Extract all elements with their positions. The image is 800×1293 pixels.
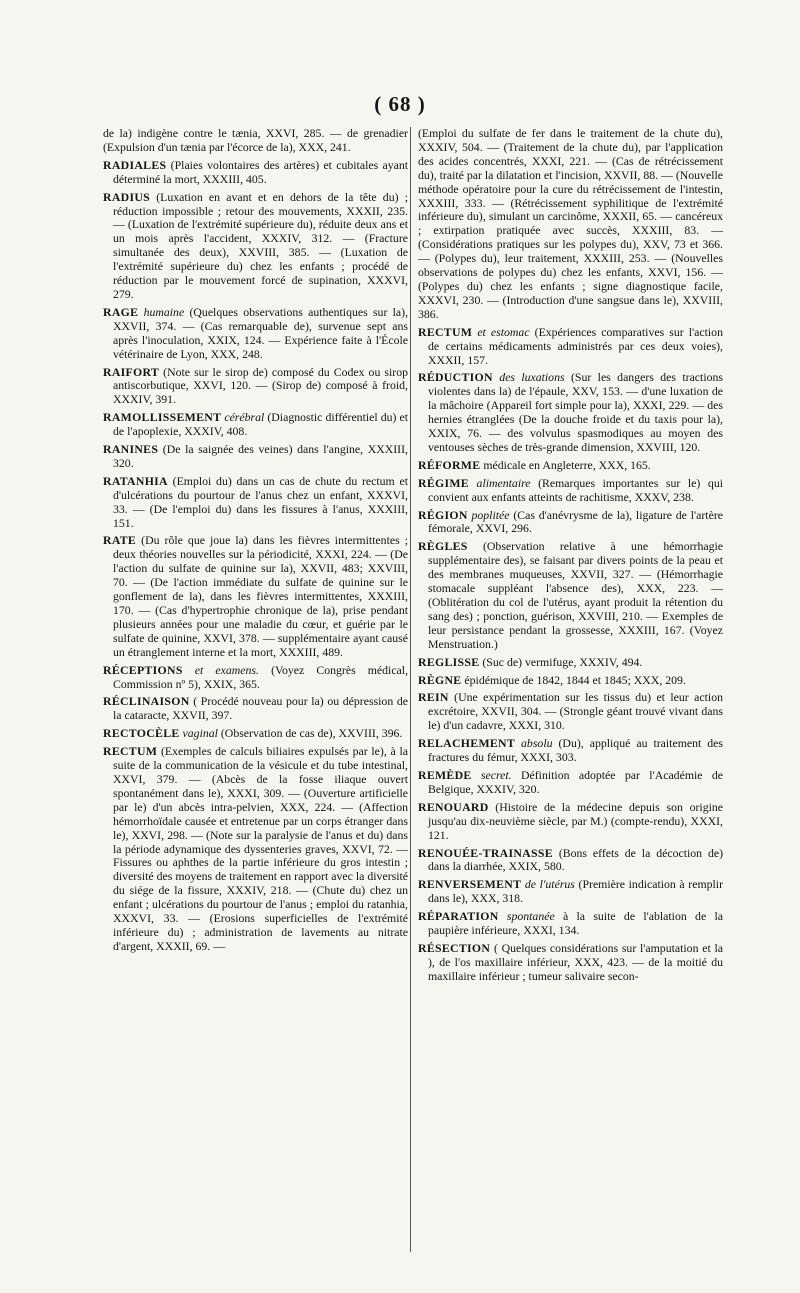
- entry-headword: REMÈDE: [418, 767, 472, 782]
- index-entry-ranines: [103, 443, 408, 471]
- entry-headword: RÉSECTION: [418, 940, 491, 955]
- entry-headword: RÉCEPTIONS: [103, 662, 183, 677]
- index-entry-renouard: [418, 801, 723, 843]
- entry-text: (Exemples de calculs biliaires expulsés par le), à la suite de la communication de la vésicule et du tube intestinal, XXVI, 379. — (Abcès de la fosse iliaque ouvert spontanément dans le), XXXI, 309. — (Ouverture artificielle par le) d'un abcès intra-pelvien, XXX, 224. — (Affection hémorrhoïdale causée et entretenue par un corps étranger dans le), XXVI, 298. — (Note sur la paralysie de l'anus et du) dans la période adynamique des dyssenteries graves, XXVI, 72. — Fissures ou aphthes de la partie inférieure du gros intestin ; diversité des moyens de traitement en rapport avec la diversité du siége de la fissure, XXXIV, 218. — (Chute du) chez un enfant ; ulcérations du pourtour de l'anus ; emploi du ratanhia, XXXVI, 33. — (Erosions superficielles de l'extrémité inférieure du) ; administration de lavements au nitrate d'argent, XXXII, 69. —: [113, 744, 408, 953]
- index-entry-reduction: [418, 371, 723, 454]
- entry-headword: RÉGION: [418, 507, 468, 522]
- entry-headword: RATE: [103, 533, 137, 548]
- index-entry-rein: [418, 691, 723, 733]
- entry-qualifier: spontanée: [506, 909, 555, 924]
- entry-headword: RÉGIME: [418, 475, 469, 490]
- index-entry-rectum-cont: [418, 127, 723, 322]
- entry-qualifier: cérébral: [224, 410, 265, 425]
- entry-qualifier: de l'utérus: [524, 877, 575, 892]
- entry-text: ( Procédé nouveau pour la) ou dépression de la cataracte, XXVII, 397.: [113, 694, 408, 723]
- index-entry-ramollissement: [103, 411, 408, 439]
- entry-text: (Du), appliqué au traitement des fractures du fémur, XXXI, 303.: [428, 736, 723, 765]
- entry-text: de la) indigène contre le tænia, XXVI, 285. — de grenadier (Expulsion d'un tænia par l'écorce de la), XXX, 241.: [103, 127, 408, 154]
- entry-text: épidémique de 1842, 1844 et 1845; XXX, 209.: [464, 672, 686, 687]
- entry-headword: RAMOLLISSEMENT: [103, 410, 222, 425]
- entry-qualifier: et estomac: [477, 324, 530, 339]
- entry-text: (Emploi du sulfate de fer dans le traitement de la chute du), XXXIV, 504. — (Traitement de la chute du), par l'application des acides concentrés, XXXI, 221. — (Cas de rétrécissement du), traité par la dilatation et l'incision, XXVII, 88. — (Nouvelle méthode opératoire pour la cure du rétrécissement de l'intestin, XXXIII, 333. — (Rétrécissement syphilitique de l'extrémité inférieure du), simulant un carcinôme, XXXII, 65. — cancéreux ; extirpation pratiquée avec succès, XXXIII, 83. — (Considérations pratiques sur les polypes du), XXV, 73 et 366. — (Polypes du), leur traitement, XXXIII, 253. — (Nouvelles observations de polypes du) chez les enfants, XXVI, 156. — (Polypes du) chez les enfants ; signe diagnostique facile, XXXVI, 230. — (Introduction d'une sangsue dans le), XXVIII, 386.: [418, 127, 723, 321]
- entry-text: (Observation de cas de), XXVIII, 396.: [220, 726, 403, 741]
- entry-headword: RELACHEMENT: [418, 736, 516, 751]
- index-entry-renouee: [418, 847, 723, 875]
- entry-headword: RÈGNE: [418, 672, 462, 687]
- entry-text: (Remarques importantes sur le) qui convient aux enfants atteints de rachitisme, XXXV, 238.: [428, 475, 723, 504]
- entry-headword: RÉDUCTION: [418, 370, 493, 385]
- entry-headword: RECTUM: [418, 324, 473, 339]
- entry-text: (Une expérimentation sur les tissus du) et leur action excrétoire, XXVII, 304. — (Strongle géant trouvé vivant dans le) d'un cadavre, XXXI, 310.: [428, 690, 723, 733]
- page-number: ( 68 ): [374, 92, 426, 116]
- entry-text: (Quelques observations authentiques sur la), XXVII, 374. — (Cas remarquable de), survenue sept ans après l'inoculation, XXIX, 124. — Expérience faite à l'École vétérinaire de Lyon, XXX, 248.: [113, 304, 408, 361]
- index-entry-regles: [418, 540, 723, 651]
- index-entry-relachement: [418, 737, 723, 765]
- entry-qualifier: humaine: [143, 304, 185, 319]
- entry-headword: RANINES: [103, 442, 159, 457]
- index-entry-rectum: [103, 745, 408, 954]
- index-entry-rectocele: [103, 727, 408, 741]
- entry-headword: RADIUS: [103, 189, 151, 204]
- entry-headword: RÈGLES: [418, 539, 468, 554]
- entry-headword: RATANHIA: [103, 473, 168, 488]
- entry-qualifier: vaginal: [182, 726, 218, 741]
- entry-qualifier: poplitée: [471, 507, 510, 522]
- index-entry-reparation: [418, 910, 723, 938]
- index-entry-grenadier-cont: [103, 127, 408, 155]
- entry-text: (Sur les dangers des tractions violentes dans la) de l'épaule, XXV, 153. — d'une luxation de la mâchoire (Appareil fort simple pour la), XXXI, 229. — des hernies étranglées (De la douche froide et du taxis pour la), XXIX, 76. — des volvulus spasmodiques au moyen des ventouses sèches de très-grande dimension, XXVIII, 120.: [428, 370, 723, 454]
- entry-text: (Du rôle que joue la) dans les fièvres intermittentes ; deux théories nouvelles sur la périodicité, XXXI, 224. — (De l'action du sulfate de quinine sur la), XXVII, 483; XXVIII, 70. — (De l'action immédiate du sulfate de quinine sur le gonflement de la), dans les fièvres intermittentes, XXXIII, 170. — (Cas d'hypertrophie chronique de la), prise pendant plusieurs années pour une maladie du cœur, et guérie par le sulfate de quinine, XXVI, 378. — supplémentaire ayant causé un étranglement interne et la mort, XXXIII, 489.: [113, 533, 408, 659]
- entry-headword: REGLISSE: [418, 654, 480, 669]
- entry-text: (De la saignée des veines) dans l'angine, XXXIII, 320.: [113, 442, 408, 470]
- entry-headword: RAIFORT: [103, 364, 160, 379]
- entry-headword: RENOUÉE-TRAINASSE: [418, 845, 553, 860]
- entry-text: (Plaies volontaires des artères) et cubitales ayant déterminé la mort, XXXIII, 405.: [113, 157, 408, 186]
- entry-text: (Histoire de la médecine depuis son origine jusqu'au dix-neuvième siècle, par M.) (compte-rendu), XXXI, 121.: [428, 799, 723, 842]
- entry-headword: RECTOCÈLE: [103, 726, 180, 741]
- entry-qualifier: secret.: [480, 767, 512, 782]
- index-entry-reglisse: [418, 656, 723, 670]
- index-entry-rage: [103, 306, 408, 362]
- entry-text: (Première indication à remplir dans le), XXX, 318.: [428, 877, 723, 906]
- entry-headword: RÉPARATION: [418, 909, 499, 924]
- index-entry-resection: [418, 942, 723, 984]
- entry-headword: RÉFORME: [418, 457, 481, 472]
- entry-text: (Expériences comparatives sur l'action de certains médicaments administrés par ces deux voies), XXXII, 157.: [428, 324, 723, 367]
- entry-headword: RENOUARD: [418, 799, 489, 814]
- entry-text: (Observation relative à une hémorrhagie supplémentaire des), se faisant par divers points de la peau et des membranes muqueuses, XXVII, 327. — (Hémorrhagie stomacale suppléant l'absence des), XXX, 223. — (Oblitération du col de l'utérus, ayant produit la rétention du sang des) ; ponction, guérison, XXVIII, 210. — Exemples de leur persistance pendant la grossesse, XXXIII, 167. (Voyez Menstruation.): [428, 539, 723, 651]
- index-entry-reforme: [418, 459, 723, 473]
- right-column: [418, 127, 723, 1257]
- index-entry-remede: [418, 769, 723, 797]
- entry-text: à la suite de l'ablation de la paupière inférieure, XXXI, 134.: [428, 909, 723, 938]
- entry-text: (Emploi du) dans un cas de chute du rectum et d'ulcérations du pourtour de l'anus chez un enfant, XXXVI, 33. — (De l'emploi du) dans les fissures à l'anus, XXXIII, 151.: [113, 473, 408, 530]
- index-entry-regne: [418, 674, 723, 688]
- index-entry-raifort: [103, 366, 408, 408]
- entry-text: (Bons effets de la décoction de) dans la diarrhée, XXIX, 580.: [428, 845, 723, 874]
- index-entry-renversement: [418, 878, 723, 906]
- index-entry-receptions: [103, 664, 408, 692]
- entry-text: médicale en Angleterre, XXX, 165.: [483, 457, 651, 472]
- entry-headword: RADIALES: [103, 157, 167, 172]
- index-entry-regime: [418, 477, 723, 505]
- column-divider: [410, 127, 411, 1252]
- index-entry-rectum-estomac: [418, 326, 723, 368]
- entry-headword: RAGE: [103, 304, 139, 319]
- entry-text: (Voyez Congrès médical, Commission nº 5), XXIX, 365.: [113, 662, 408, 691]
- entry-text: (Luxation en avant et en dehors de la tête du) ; réduction impossible ; retour des mouvements, XXXII, 235. — (Luxation de l'extrémité supérieure du), réduite deux ans et un mois après l'accident, XXXIV, 312. — (Fracture simultanée des deux), XXVIII, 385. — (Luxation de l'extrémité supérieure du) chez les enfants ; procédé de réduction par le mouvement forcé de supination, XXXVI, 279.: [113, 189, 408, 301]
- index-entry-radius: [103, 191, 408, 302]
- index-entry-ratanhia: [103, 475, 408, 531]
- entry-qualifier: absolu: [521, 736, 553, 751]
- entry-text: (Cas d'anévrysme de la), ligature de l'artère fémorale, XXVI, 296.: [428, 507, 723, 536]
- entry-text: (Diagnostic différentiel du) et de l'apoplexie, XXXIV, 408.: [113, 410, 408, 439]
- entry-qualifier: alimentaire: [476, 475, 531, 490]
- entry-text: Définition adoptée par l'Académie de Belgique, XXXIV, 320.: [428, 767, 723, 796]
- entry-qualifier: et examens.: [194, 662, 259, 677]
- entry-qualifier: des luxations: [499, 370, 565, 385]
- entry-headword: REIN: [418, 690, 449, 705]
- index-entry-reclinaison: [103, 695, 408, 723]
- index-entry-radiales: [103, 159, 408, 187]
- entry-headword: RENVERSEMENT: [418, 877, 522, 892]
- left-column: [103, 127, 408, 1257]
- index-entry-rate: [103, 534, 408, 659]
- entry-text: (Suc de) vermifuge, XXXIV, 494.: [482, 654, 643, 669]
- entry-text: (Note sur le sirop de) composé du Codex ou sirop antiscorbutique, XXVI, 120. — (Sirop de) composé à froid, XXXIV, 391.: [113, 364, 408, 407]
- entry-headword: RECTUM: [103, 744, 158, 759]
- entry-text: ( Quelques considérations sur l'amputation et la ), de l'os maxillaire inférieur, XXX, 423. — de la moitié du maxillaire inférieur ; tumeur salivaire secon-: [428, 940, 723, 983]
- index-entry-region: [418, 509, 723, 537]
- entry-headword: RÉCLINAISON: [103, 694, 190, 709]
